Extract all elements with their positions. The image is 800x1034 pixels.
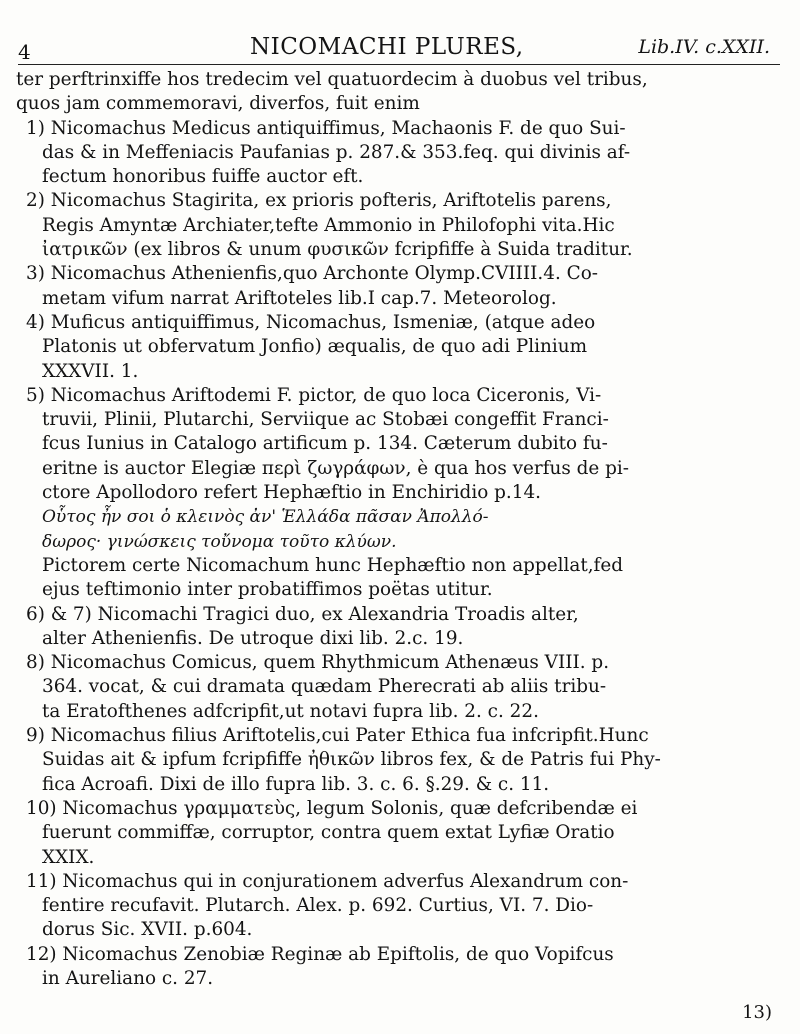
text-line: 5) Nicomachus Ariftodemi F. pictor, de quo loca Ciceronis, Vi- <box>26 384 602 406</box>
text-line: das & in Meffeniacis Paufanias p. 287.& 353.feq. qui divinis af- <box>42 141 631 163</box>
text-line: 12) Nicomachus Zenobiæ Reginæ ab Epiftolis, de quo Vopifcus <box>26 943 614 965</box>
text-line: 6) & 7) Nicomachi Tragici duo, ex Alexandria Troadis alter, <box>26 603 579 625</box>
text-line: 1) Nicomachus Medicus antiquiffimus, Machaonis F. de quo Sui- <box>26 117 626 139</box>
greek-verse-line: δωρος· γινώσκεις τοὔνομα τοῦτο κλύων. <box>42 531 397 552</box>
catchword: 13) <box>742 1002 772 1023</box>
page-header <box>18 30 778 64</box>
page-number: 4 <box>18 40 31 64</box>
text-line: fica Acroafi. Dixi de illo fupra lib. 3. c. 6. §.29. & c. 11. <box>42 773 550 795</box>
text-line: 11) Nicomachus qui in conjurationem adverfus Alexandrum con- <box>26 870 629 892</box>
text-line: eritne is auctor Elegiæ περὶ ζωγράφων, è qua hos verfus de pi- <box>42 457 630 479</box>
text-line: fentire recufavit. Plutarch. Alex. p. 692. Curtius, VI. 7. Dio- <box>42 895 594 917</box>
greek-verse-line: Οὗτος ἦν σοι ὁ κλεινὸς ἀν' Ἑλλάδα πᾶσαν Ἀπολλό- <box>42 507 489 528</box>
text-line: alter Athenienfis. De utroque dixi lib. 2.c. 19. <box>42 627 464 649</box>
text-line: 3) Nicomachus Athenienfis,quo Archonte Olymp.CVIIII.4. Co- <box>26 263 599 285</box>
text-line: 8) Nicomachus Comicus, quem Rhythmicum Athenæus VIII. p. <box>26 652 610 674</box>
text-line: 364. vocat, & cui dramata quædam Pherecrati ab aliis tribu- <box>42 676 607 698</box>
text-line: XXIX. <box>42 846 95 868</box>
text-line: Suidas ait & ipfum fcripfiffe ἠθικῶν libros fex, & de Patris fui Phy- <box>42 749 661 771</box>
book-chapter-reference: Lib.IV. c.XXII. <box>638 36 770 58</box>
text-line: Platonis ut obfervatum Jonfio) æqualis, de quo adi Plinium <box>42 336 588 358</box>
text-line: Regis Amyntæ Archiater,tefte Ammonio in Philofophi vita.Hic <box>42 214 615 236</box>
body-text <box>16 68 782 991</box>
text-line: ctore Apollodoro refert Hephæftio in Enchiridio p.14. <box>42 482 541 504</box>
running-title: NICOMACHI PLURES, <box>250 34 524 60</box>
text-line: 2) Nicomachus Stagirita, ex prioris pofteris, Ariftotelis parens, <box>26 190 612 212</box>
text-line: Pictorem certe Nicomachum hunc Hephæftio non appellat,fed <box>42 554 624 576</box>
text-line: 4) Muficus antiquiffimus, Nicomachus, Ismeniæ, (atque adeo <box>26 311 596 333</box>
text-line: fcus Iunius in Catalogo artificum p. 134. Cæterum dubito fu- <box>42 433 608 455</box>
text-line: 9) Nicomachus filius Ariftotelis,cui Pater Ethica fua infcripfit.Hunc <box>26 725 649 747</box>
text-line: quos jam commemoravi, diverfos, fuit enim <box>16 93 420 115</box>
text-line: ejus teftimonio inter probatiffimos poëtas utitur. <box>42 579 493 601</box>
text-line: fuerunt commiffæ, corruptor, contra quem extat Lyfiæ Oratio <box>42 822 615 844</box>
text-line: metam vifum narrat Ariftoteles lib.I cap.7. Meteorolog. <box>42 287 557 309</box>
text-line: fectum honoribus fuiffe auctor eft. <box>42 166 364 188</box>
text-line: ta Eratofthenes adfcripfit,ut notavi fupra lib. 2. c. 22. <box>42 700 539 722</box>
text-line: 10) Nicomachus γραμματεὺς, legum Solonis, quæ defcribendæ ei <box>26 797 638 819</box>
text-line: in Aureliano c. 27. <box>42 967 214 989</box>
text-line: ter perftrinxiffe hos tredecim vel quatuordecim à duobus vel tribus, <box>16 69 648 90</box>
header-rule <box>18 64 780 65</box>
text-line: ἰατρικῶν (ex libros & unum φυσικῶν fcripfiffe à Suida traditur. <box>42 239 633 261</box>
text-line: truvii, Plinii, Plutarchi, Serviique ac Stobæi congeffit Franci- <box>42 409 609 431</box>
text-line: XXXVII. 1. <box>42 360 139 382</box>
text-line: dorus Sic. XVII. p.604. <box>42 919 253 941</box>
